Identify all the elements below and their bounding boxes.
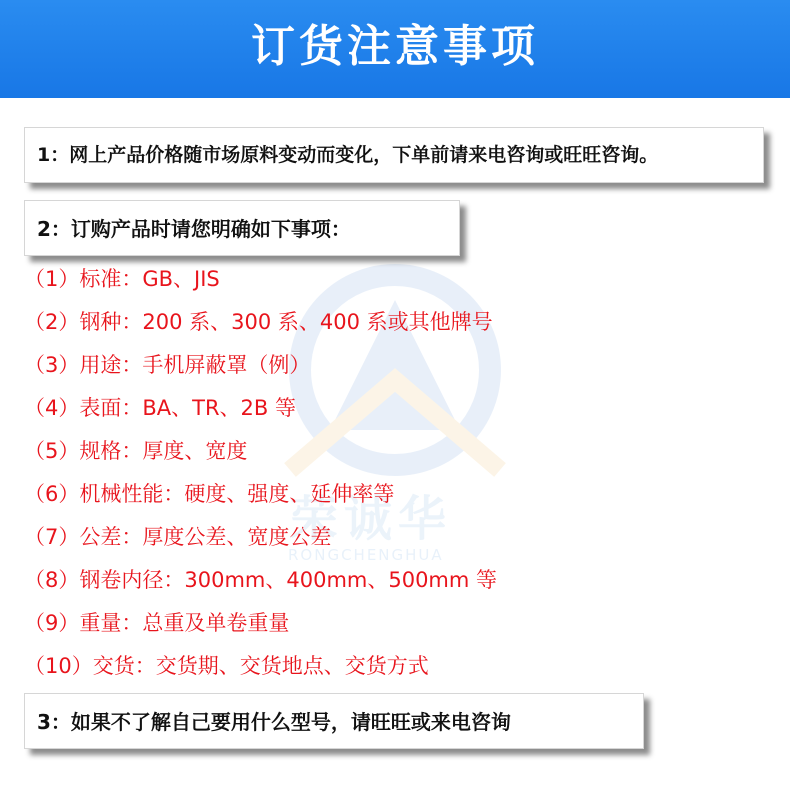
list-item: （5）规格：厚度、宽度: [24, 439, 248, 463]
notice-order-items: 2：订购产品时请您明确如下事项：: [24, 200, 460, 256]
list-item: （2）钢种：200 系、300 系、400 系或其他牌号: [24, 310, 493, 334]
watermark-brand: 荣诚华: [290, 491, 453, 547]
header-banner: [0, 0, 790, 98]
list-item: （8）钢卷内径：300mm、400mm、500mm 等: [24, 568, 498, 592]
list-item: （3）用途：手机屏蔽罩（例）: [24, 353, 311, 377]
list-item: （7）公差：厚度公差、宽度公差: [24, 525, 332, 549]
list-item: （6）机械性能：硬度、强度、延伸率等: [24, 482, 395, 506]
watermark-english: RONGCHENGHUA: [288, 546, 444, 564]
notice-consult: 3：如果不了解自己要用什么型号，请旺旺或来电咨询: [24, 693, 644, 749]
list-item: （9）重量：总重及单卷重量: [24, 611, 290, 635]
list-item: （4）表面：BA、TR、2B 等: [24, 396, 296, 420]
page-title: 订货注意事项: [251, 21, 539, 72]
list-item: （1）标准：GB、JIS: [24, 267, 220, 291]
list-item: （10）交货：交货期、交货地点、交货方式: [24, 654, 429, 678]
notice-price: 1：网上产品价格随市场原料变动而变化，下单前请来电咨询或旺旺咨询。: [24, 127, 764, 183]
